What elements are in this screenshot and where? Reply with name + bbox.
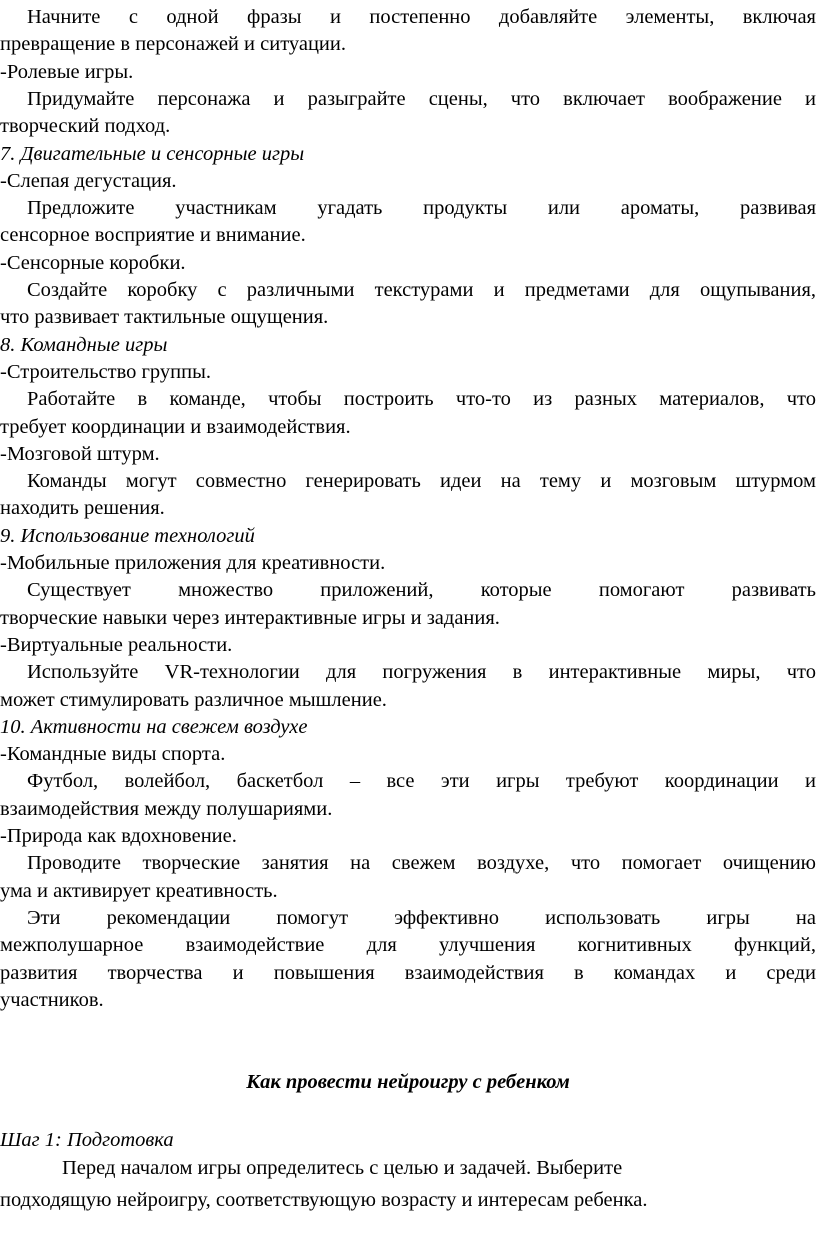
text-line: -Виртуальные реальности. [0,633,233,656]
section-title: Как провести нейроигру с ребенком [246,1071,570,1093]
text-line: Эти рекомендации помогут эффективно использовать игры на [27,906,816,929]
text-line: превращение в персонажей и ситуации. [0,33,346,56]
text-line: -Командные виды спорта. [0,743,226,766]
text-line: -Мозговой штурм. [0,442,160,465]
text-line: может стимулировать различное мышление. [0,688,387,711]
text-line: что развивает тактильные ощущения. [0,306,329,329]
text-line: Создайте коробку с различными текстурами и предметами для ощупывания, [27,279,816,301]
text-line: требует координации и взаимодействия. [0,415,351,438]
text-line: находить решения. [0,497,165,520]
text-line: сенсорное восприятие и внимание. [0,224,306,247]
text-line: Придумайте персонажа и разыграйте сцены, что включает воображение и [27,87,816,110]
text-line: Существует множество приложений, которые помогают развивать [27,579,816,602]
text-line: Проводите творческие занятия на свежем воздухе, что помогает очищению [27,852,816,875]
text-line: ума и активирует креативность. [0,879,278,902]
text-line: Команды могут совместно генерировать идеи на тему и мозговым штурмом [27,470,816,493]
text-line: межполушарное взаимодействие для улучшения когнитивных функций, [0,934,816,957]
section-heading: 7. Двигательные и сенсорные игры [0,142,305,165]
text-line: -Мобильные приложения для креативности. [0,552,386,574]
text-line: взаимодействия между полушариями. [0,797,333,820]
text-line: участников. [0,988,104,1011]
section-heading: 10. Активности на свежем воздухе [0,715,308,738]
text-line: -Ролевые игры. [0,60,134,83]
text-line: творческие навыки через интерактивные игры и задания. [0,606,500,629]
section-heading: 9. Использование технологий [0,524,255,547]
text-line: Начните с одной фразы и постепенно добавляйте элементы, включая [27,6,816,28]
text-line: Предложите участникам угадать продукты или ароматы, развивая [27,197,816,220]
text-line: Футбол, волейбол, баскетбол – все эти игры требуют координации и [27,770,816,793]
text-line: -Природа как вдохновение. [0,825,237,847]
text-line: Работайте в команде, чтобы построить что-то из разных материалов, что [27,388,816,411]
step-paragraph-line: подходящую нейроигру, соответствующую возрасту и интересам ребенка. [0,1189,648,1211]
text-line: развития творчества и повышения взаимодействия в командах и среди [0,961,816,984]
text-line: -Слепая дегустация. [0,169,177,192]
step-paragraph-line: Перед началом игры определитесь с целью и задачей. Выберите [62,1157,623,1179]
text-line: творческий подход. [0,115,171,138]
section-heading: 8. Командные игры [0,333,168,356]
text-line: Используйте VR-технологии для погружения в интерактивные миры, что [27,661,816,684]
text-line: -Сенсорные коробки. [0,251,186,274]
step-heading: Шаг 1: Подготовка [0,1129,174,1151]
text-line: -Строительство группы. [0,360,211,383]
